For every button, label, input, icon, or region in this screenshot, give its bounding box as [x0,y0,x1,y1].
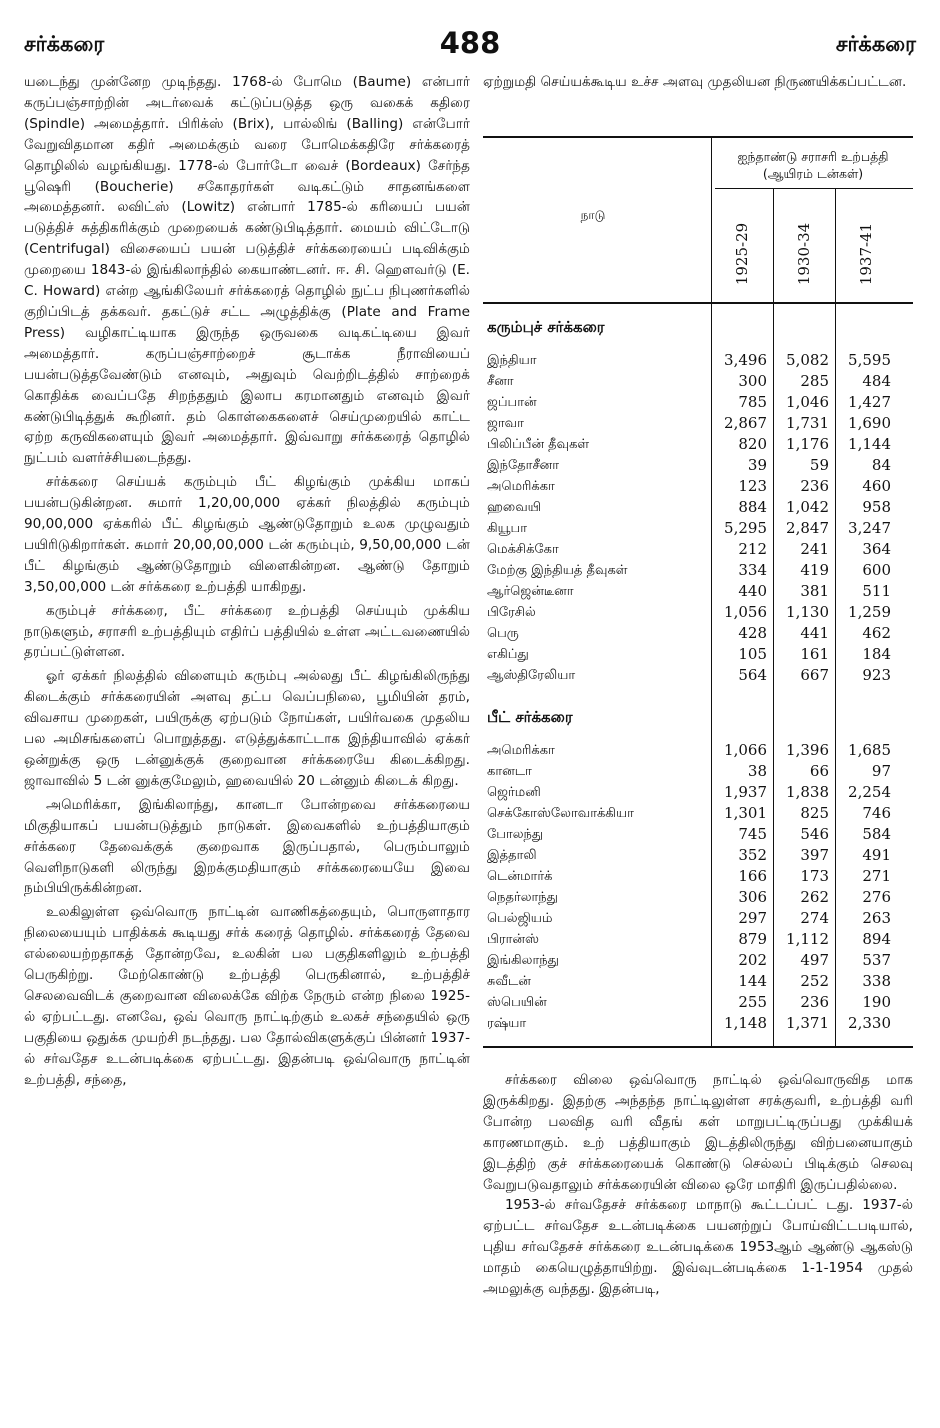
country-name: பிரேசில் [487,605,536,620]
value-1930-34: 252 [800,972,829,990]
value-1937-41: 1,427 [848,393,891,411]
value-1925-29: 38 [747,762,767,780]
right-column-bottom [483,1070,913,1300]
value-1937-41: 484 [862,372,891,390]
table-row [483,497,913,518]
value-1930-34: 381 [800,582,829,600]
left-column [24,72,470,1094]
value-1937-41: 746 [862,804,891,822]
right-column-intro [483,72,913,93]
sugar-production-table [483,136,913,1048]
value-1937-41: 958 [862,498,891,516]
value-1937-41: 338 [862,972,891,990]
country-name: சீனா [487,374,514,389]
value-1930-34: 441 [800,624,829,642]
table-row [483,1013,913,1034]
country-name: பெரு [487,626,519,641]
table-row [483,581,913,602]
value-1925-29: 39 [747,456,767,474]
value-1937-41: 97 [871,762,891,780]
table-row [483,350,913,371]
country-name: ஜாவா [487,416,524,431]
value-1937-41: 184 [862,645,891,663]
value-1937-41: 460 [862,477,891,495]
value-1937-41: 537 [862,951,891,969]
table-row [483,371,913,392]
value-1937-41: 2,254 [848,783,891,801]
value-1937-41: 511 [862,582,891,600]
value-1925-29: 1,937 [724,783,767,801]
table-row [483,644,913,665]
country-name: ஆர்ஜென்டீனா [487,584,574,599]
country-name: நெதர்லாந்து [487,890,558,905]
value-1925-29: 2,867 [724,414,767,432]
country-name: ஜெர்மனி [487,785,541,800]
value-1937-41: 1,144 [848,435,891,453]
value-1925-29: 352 [738,846,767,864]
value-1930-34: 2,847 [786,519,829,537]
country-name: டென்மார்க் [487,869,553,884]
section-title-cane: கரும்புச் சர்க்கரை [487,318,605,336]
section-title-beet: பீட் சர்க்கரை [487,708,573,726]
value-1930-34: 236 [800,993,829,1011]
value-1925-29: 564 [738,666,767,684]
value-1937-41: 84 [871,456,891,474]
country-name: பிரான்ஸ் [487,932,539,947]
country-name: ஹவையி [487,500,542,515]
year-header: 1925-29 [733,222,751,286]
country-name: ரஷ்யா [487,1016,527,1031]
table-row [483,455,913,476]
value-1937-41: 923 [862,666,891,684]
table-row [483,908,913,929]
value-1925-29: 884 [738,498,767,516]
value-1925-29: 297 [738,909,767,927]
country-name: பிலிப்பீன் தீவுகள் [487,437,590,452]
table-row [483,392,913,413]
value-1937-41: 462 [862,624,891,642]
country-name: மேற்கு இந்தியத் தீவுகள் [487,563,628,578]
table-row [483,761,913,782]
body-paragraph: கரும்புச் சர்க்கரை, பீட் சர்க்கரை உற்பத்தி செய்யும் முக்கிய நாடுகளும், சராசரி உற்பத்தியும் எதிர்ப் பத்தியில் உள்ள அட்டவணையில் தரப்பட்டுள்ளன. [24,602,470,661]
value-1937-41: 491 [862,846,891,864]
table-row [483,887,913,908]
value-1925-29: 1,148 [724,1014,767,1032]
table-row [483,560,913,581]
country-name: கானடா [487,764,532,779]
value-1930-34: 546 [800,825,829,843]
value-1925-29: 306 [738,888,767,906]
body-paragraph: யடைந்து முன்னேற முடிந்தது. 1768-ல் போமெ (Baume) என்பார் கருப்பஞ்சாற்றின் அடர்வைக் கட்டுப்படுத்த ஒரு வகைக் கதிரை (Spindle) அமைத்தார். பிரிக்ஸ் (Brix), பால்லிங் (Balling) என்போர் வேறுவிதமான கதிர் அமைக்கும் வரை போமெக்கதிரே சர்க்கரைத் தொழிலில் வழங்கியது. 1778-ல் போர்டோ வைச் (Bordeaux) சேர்ந்த பூஷெரி (Boucherie) சகோதரர்கள் வடிகட்டும் சாதனங்களை அமைத்தனர். லவிட்ஸ் (Lowitz) என்பார் 1785-ல் கரியைப் பயன் படுத்திச் சுத்திகரிக்கும் முறையைக் கண்டுபிடித்தார். மையம் விட்டோடு (Centrifugal) விசையைப் பயன் படுத்திச் சர்க்கரையைப் படிவிக்கும் முறையை 1843-ல் இங்கிலாந்தில் கையாண்டனர். ஈ. சி. ஹௌவர்டு (E. C. Howard) என்ற ஆங்கிலேயர் சர்க்கரைத் தொழில் நுட்ப நிபுணர்களில் குறிப்பிடத் தக்கவர். தகட்டுச் சட்ட அழுத்திக்கு (Plate and Frame Press) வழிகாட்டியாக இருந்த ஒருவகை வடிகட்டியை இவர் அமைத்தார். கருப்பஞ்சாற்றைச் சூடாக்க நீராவியைப் பயன்படுத்தவேண்டும் எனவும், அதுவும் வெற்றிடத்தில் சாற்றைக் கொதிக்க வைப்பதே சிறந்ததும் இலாப கரமானதும் எனவும் இவர் கண்டுபிடித்துக் கூறினர். தம் கொள்கைகளைச் செய்முறையில் காட்ட ஏற்ற கருவிகளையும் இவர் அமைத்தார். இவ்வாறு சர்க்கரைத் தொழில் நுட்பம் வளர்ச்சியடைந்தது. [24,74,470,467]
value-1925-29: 123 [738,477,767,495]
value-1925-29: 144 [738,972,767,990]
value-1925-29: 428 [738,624,767,642]
country-name: ஜப்பான் [487,395,537,410]
value-1930-34: 5,082 [786,351,829,369]
country-name: கியூபா [487,521,528,536]
country-name: செக்கோஸ்லோவாக்கியா [487,806,634,821]
value-1925-29: 202 [738,951,767,969]
value-1925-29: 5,295 [724,519,767,537]
value-1930-34: 236 [800,477,829,495]
value-1930-34: 667 [800,666,829,684]
value-1937-41: 364 [862,540,891,558]
value-1937-41: 1,259 [848,603,891,621]
table-header-average: ஐந்தாண்டு சராசரி உற்பத்தி (ஆயிரம் டன்கள்) [737,149,889,181]
value-1925-29: 440 [738,582,767,600]
value-1925-29: 745 [738,825,767,843]
country-name: இங்கிலாந்து [487,953,559,968]
value-1930-34: 241 [800,540,829,558]
value-1930-34: 419 [800,561,829,579]
value-1937-41: 276 [862,888,891,906]
value-1937-41: 190 [862,993,891,1011]
year-header: 1930-34 [795,222,813,286]
body-paragraph: 1953-ல் சர்வதேசச் சர்க்கரை மாநாடு கூட்டப்பட் டது. 1937-ல் ஏற்பட்ட சர்வதேச உடன்படிக்கை பயனற்றுப் போய்விட்டபடியால், புதிய சர்வதேசச் சர்க்கரை உடன்படிக்கை 1953ஆம் ஆண்டு ஆகஸ்டு மாதம் கையெழுத்தாயிற்று. இவ்வுடன்படிக்கை 1-1-1954 முதல் அமலுக்கு வந்தது. இதன்படி, [483,1197,913,1298]
value-1930-34: 274 [800,909,829,927]
table-row [483,434,913,455]
value-1930-34: 1,371 [786,1014,829,1032]
country-name: அமெரிக்கா [487,479,555,494]
table-row [483,824,913,845]
body-paragraph: உலகிலுள்ள ஒவ்வொரு நாட்டின் வாணிகத்தையும், பொருளாதார நிலையையும் பாதிக்கக் கூடியது சர்க் கரைத் தொழில். சர்க்கரைத் தேவை எல்லையற்றதாகத் தோன்றவே, உலகின் பல பகுதிகளிலும் உற்பத்தி பெருகிற்று. மேற்கொண்டு உற்பத்தி பெருகினால், உற்பத்திச் செலவைவிடக் குறைவான விலைக்கே விற்க நேரும் என்ற நிலை 1925-ல் ஏற்பட்டது. எனவே, ஒவ் வொரு நாட்டிற்கும் உலகச் சந்தையில் ஒரு பகுதியை ஒதுக்க முயற்சி நடந்தது. பல தோல்விகளுக்குப் பின்னர் 1937-ல் சர்வதேச உடன்படிக்கை ஏற்பட்டது. இதன்படி ஒவ்வொரு நாட்டின் உற்பத்தி, சந்தை, [24,904,470,1088]
value-1930-34: 1,130 [786,603,829,621]
value-1930-34: 173 [800,867,829,885]
value-1930-34: 825 [800,804,829,822]
table-row [483,929,913,950]
header-bottom-rule [483,302,913,304]
running-title-right: சர்க்கரை [835,32,916,56]
country-name: சுவீடன் [487,974,531,989]
value-1925-29: 1,056 [724,603,767,621]
table-top-rule [483,136,913,138]
country-name: போலந்து [487,827,544,842]
page-header [24,26,916,66]
value-1937-41: 271 [862,867,891,885]
value-1930-34: 1,838 [786,783,829,801]
value-1925-29: 785 [738,393,767,411]
value-1930-34: 285 [800,372,829,390]
value-1930-34: 161 [800,645,829,663]
value-1930-34: 397 [800,846,829,864]
value-1925-29: 1,301 [724,804,767,822]
value-1925-29: 1,066 [724,741,767,759]
table-row [483,665,913,686]
running-title-left: சர்க்கரை [24,32,105,56]
value-1930-34: 1,112 [786,930,829,948]
table-row [483,413,913,434]
value-1937-41: 1,685 [848,741,891,759]
country-name: மெக்சிக்கோ [487,542,559,557]
table-row [483,845,913,866]
value-1930-34: 497 [800,951,829,969]
table-bottom-rule [483,1046,913,1048]
table-row [483,539,913,560]
country-name: இந்தோசீனா [487,458,560,473]
body-paragraph: அமெரிக்கா, இங்கிலாந்து, கானடா போன்றவை சர்க்கரையை மிகுதியாகப் பயன்படுத்தும் நாடுகள். இவைகளில் உற்பத்தியாகும் சர்க்கரை தேவைக்குக் குறைவாக இருப்பதால், பெரும்பாலும் வெளிநாடுகளி லிருந்து இறக்குமதியாகும் சர்க்கரையையே இவை நம்பியிருக்கின்றன. [24,796,470,897]
table-row [483,950,913,971]
body-paragraph: ஓர் ஏக்கர் நிலத்தில் விளையும் கரும்பு அல்லது பீட் கிழங்கிலிருந்து கிடைக்கும் சர்க்கரையின் அளவு தட்ப வெப்பநிலை, பூமியின் தரம், விவசாய முறைகள், பயிருக்கு ஏற்படும் நோய்கள், பயிர்வகை முதலிய பல அமிசங்களைப் பொறுத்தது. எடுத்துக்காட்டாக இந்தியாவில் ஏக்கர் ஒன்றுக்கு ஒரு டன்னுக்குக் குறைவான சர்க்கரையே கிடைக்கிறது. ஜாவாவில் 5 டன் னுக்குமேலும், ஹவையில் 20 டன்னும் கிடைக் கிறது. [24,668,470,789]
value-1925-29: 300 [738,372,767,390]
table-row [483,602,913,623]
body-paragraph: சர்க்கரை செய்யக் கரும்பும் பீட் கிழங்கும் முக்கிய மாகப் பயன்படுகின்றன. சுமார் 1,20,00,000 ஏக்கர் நிலத்தில் கரும்பும் 90,00,000 ஏக்கரில் பீட் கிழங்கும் ஆண்டுதோறும் உலக முழுவதும் பயிரிடுகிறார்கள். சுமார் 20,00,00,000 டன் கரும்பும், 9,50,00,000 டன் பீட் கிழங்கும் ஆண்டுதோறும் விளைகின்றன. ஆண்டு தோறும் 3,50,00,000 டன் சர்க்கரை உற்பத்தி யாகிறது. [24,474,470,595]
value-1925-29: 166 [738,867,767,885]
value-1937-41: 263 [862,909,891,927]
table-row [483,782,913,803]
value-1930-34: 262 [800,888,829,906]
value-1930-34: 1,176 [786,435,829,453]
value-1925-29: 212 [738,540,767,558]
value-1925-29: 105 [738,645,767,663]
value-1937-41: 584 [862,825,891,843]
table-row [483,803,913,824]
country-name: ஸ்பெயின் [487,995,547,1010]
value-1925-29: 255 [738,993,767,1011]
body-paragraph: ஏற்றுமதி செய்யக்கூடிய உச்ச அளவு முதலியன நிருணயிக்கப்பட்டன. [483,74,907,90]
year-header: 1937-41 [857,222,875,286]
value-1925-29: 820 [738,435,767,453]
table-row [483,518,913,539]
value-1937-41: 600 [862,561,891,579]
country-name: எகிப்து [487,647,529,662]
table-row [483,992,913,1013]
page-number: 488 [439,26,501,60]
value-1930-34: 66 [809,762,829,780]
value-1937-41: 3,247 [848,519,891,537]
body-paragraph: சர்க்கரை விலை ஒவ்வொரு நாட்டில் ஒவ்வொருவித மாக இருக்கிறது. இதற்கு அந்தந்த நாட்டிலுள்ள சரக்குவரி, உற்பத்தி வரி போன்ற பலவித வரி வீதங் கள் மாறுபட்டிருப்பது முக்கியக் காரணமாகும். உற் பத்தியாகும் இடத்திலிருந்து விற்பனையாகும் இடத்திற் குச் சர்க்கரையைக் கொண்டு செல்லப் பிடிக்கும் செலவு வேறுபடுவதாலும் சர்க்கரையின் விலை ஒரே மாதிரி இருப்பதில்லை. [483,1072,913,1193]
header-group-rule [715,188,913,189]
country-name: அமெரிக்கா [487,743,555,758]
value-1930-34: 1,731 [786,414,829,432]
table-header-country: நாடு [580,208,606,222]
table-row [483,866,913,887]
value-1930-34: 59 [809,456,829,474]
value-1930-34: 1,046 [786,393,829,411]
value-1937-41: 5,595 [848,351,891,369]
value-1937-41: 2,330 [848,1014,891,1032]
value-1925-29: 3,496 [724,351,767,369]
country-name: இந்தியா [487,353,537,368]
country-name: ஆஸ்திரேலியா [487,668,576,683]
value-1930-34: 1,396 [786,741,829,759]
value-1930-34: 1,042 [786,498,829,516]
value-1937-41: 894 [862,930,891,948]
value-1925-29: 879 [738,930,767,948]
value-1937-41: 1,690 [848,414,891,432]
table-row [483,476,913,497]
table-row [483,971,913,992]
country-name: இத்தாலி [487,848,537,863]
value-1925-29: 334 [738,561,767,579]
table-row [483,740,913,761]
country-name: பெல்ஜியம் [487,911,553,926]
table-row [483,623,913,644]
